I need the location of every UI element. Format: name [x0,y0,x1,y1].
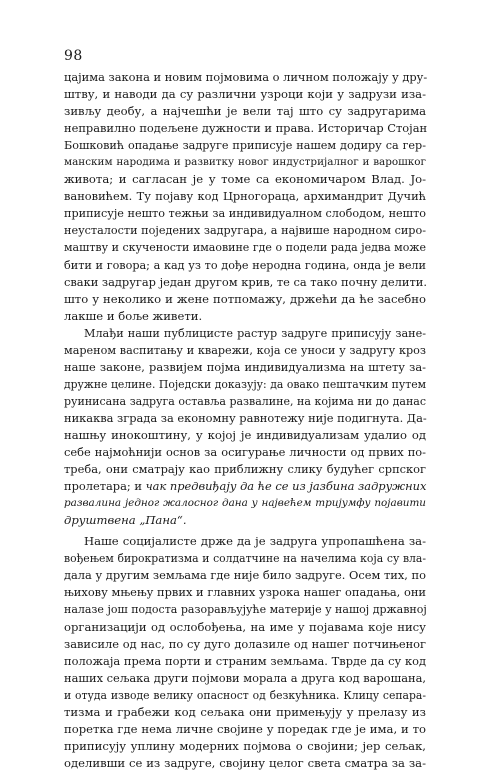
italic-line: развалина једног жалосног дана у највећем тријумфу појавити [64,497,426,510]
text-line: сваки задругар један другом крив, те са тако почну делити. [64,274,427,289]
paragraph-2 [64,325,426,530]
text-line: Наше социјалисте држе да је задруга упропашћена за- [84,534,426,549]
text-line: неусталости поједених задругара, а највише народном сиро- [64,224,426,238]
text-line: живота; и сагласан је у томе са економичаром Влад. Јо- [64,172,426,187]
italic-fragment: чак предвиђају да ће се из јазбина задружних [145,479,427,494]
text-fragment: пролетара; [64,479,131,494]
text-line: тизма и грабежи код сељака они примењују у прелазу из [64,704,426,719]
text-line: приписују уплину модерних појмова о својини; јер сељак, [64,738,426,753]
text-line: наших сељака други појмови морала а друга код варошана, [64,670,426,685]
text-line: положаја према порти и страним земљама. Тврде да су код [64,653,426,668]
text-line: поретка где нема личне својине у поредак где је има, и то [64,721,426,736]
text-line: маштву и скучености имаовине где о подели рада једва може [64,241,426,255]
text-line: Бошковић опадање задруге приписује нашем додиру са гер- [64,139,426,153]
text-line: и отуда изводе велику опасност од безкућника. Клицу сепара- [64,688,426,702]
text-line: приписује нешто тежњи за индивидуалном слободом, нешто [64,207,426,221]
text-line: дружне целине. Поједски доказују: да овако пештачким путем [64,377,426,391]
italic-line: друштвена „Пана“. [64,513,187,528]
text-line: зависиле од нас, по су дуго долазиле од нашег потчињеног [64,636,426,651]
text-line: себе најмоћнији основ за осигурање личности од првих по- [64,445,426,460]
text-line: дала у другим земљама где није било задруге. Осем тих, по [64,568,426,583]
text-line: треба, они сматрају као приближну слику будућег српског [64,462,426,477]
text-fragment: и [130,479,146,494]
text-line: налазе још подоста разорављујуће материје у нашој државној [64,603,427,617]
text-line: вановићем. Ту појаву код Црногораца, архимандрит Дучић [64,189,426,204]
text-line: манским народима и развитку новог индустријалног и варошког [64,156,426,169]
text-line: што у неколико и жене потпомажу, држећи да ће засебно [64,291,426,306]
text-line: бити и говора; а кад уз то дође неродна година, онда је вели [64,258,426,272]
text-line: неправилно подељене дужности и права. Историчар Стојан [64,121,428,136]
text-line: наше законе, развијем појма индивидуализма на штету за- [64,359,426,374]
body-text [64,69,426,772]
text-line: руинисана задруга оставља развалине, на којима ни до данас [64,394,426,408]
text-line: никаква зграда за економну равнотежу није подигнута. Да- [64,410,427,425]
text-line: организацији од ослобођења, на име у појавама које нису [64,619,426,634]
text-line: штву, и наводи да су различни узроци који у задрузи иза- [64,87,426,102]
text-line: мареном васпитању и кварежи, која се уноси у задругу кроз [64,343,426,357]
page-number: 98 [64,48,83,64]
text-line: оделивши се из задруге, својину целог света сматра за за- [64,755,426,770]
text-line: Млађи наши публицисте растур задруге приписују зане- [84,326,426,340]
text-line: њихову мњењу првих и главних узрока нашег опадања, они [64,585,426,600]
paragraph-3 [64,533,426,772]
text-line: зивљу деобу, а најчешћи је вели тај што су задругарима [64,104,426,119]
text-line: вођењем бирократизма и солдатчине на начелима која су вла- [64,552,426,566]
text-line: лакше и боље живети. [64,308,203,323]
text-line-mixed [64,478,426,495]
text-line: цајима закона и новим појмовима о личном положају у дру- [64,70,428,84]
text-line: нашњу инокоштину, у којој је индивидуализам удалио од [64,427,426,442]
paragraph-1 [64,69,426,325]
